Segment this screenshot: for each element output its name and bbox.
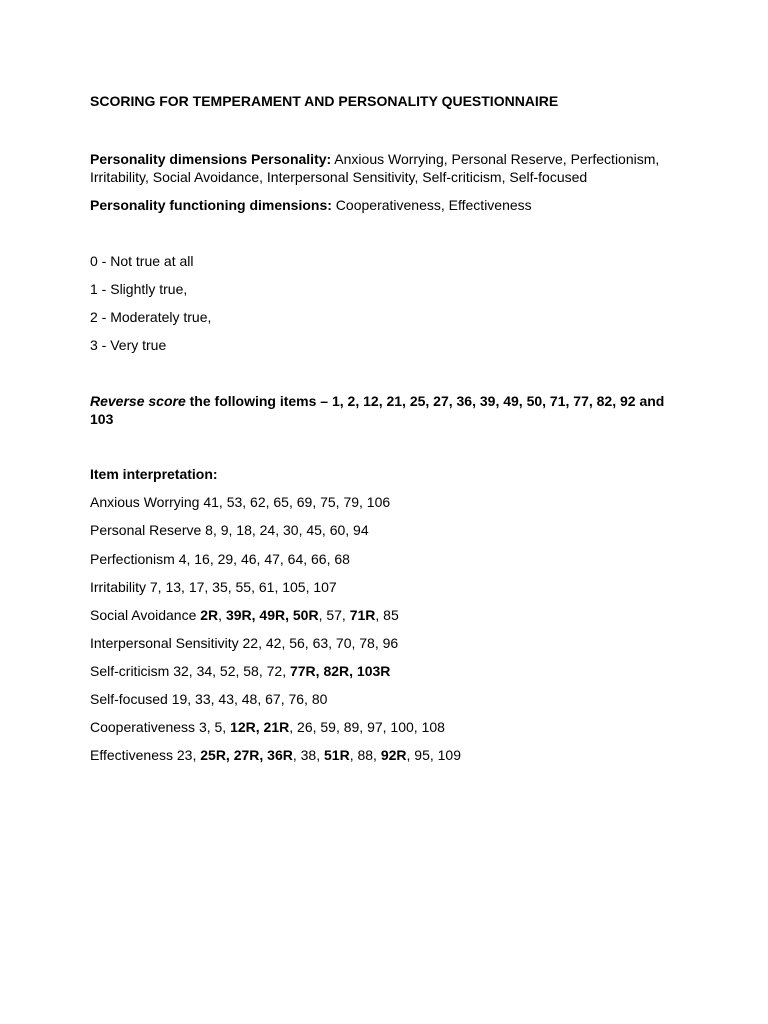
item-irritability: Irritability 7, 13, 17, 35, 55, 61, 105, 107 (90, 579, 337, 595)
scale-item-3: 3 - Very true (90, 337, 167, 353)
reverse-score-line-1 (90, 392, 670, 410)
item-effectiveness (90, 746, 670, 764)
text-part: , 95, 109 (406, 747, 462, 763)
scale-item-2: 2 - Moderately true, (90, 309, 212, 325)
dimensions-text-1: Anxious Worrying, Personal Reserve, Perfectionism, (331, 151, 660, 167)
scale-item-1: 1 - Slightly true, (90, 281, 188, 297)
scale-item-0: 0 - Not true at all (90, 253, 194, 269)
functioning-line (90, 196, 670, 214)
reverse-score-text: the following items – 1, 2, 12, 21, 25, 27, 36, 39, 49, 50, 71, 77, 82, 92 and (185, 393, 665, 409)
reverse-item: 51R (324, 747, 350, 763)
item-self-focused: Self-focused 19, 33, 43, 48, 67, 76, 80 (90, 691, 328, 707)
text-part: , 57, (318, 607, 350, 623)
reverse-item: 2R (200, 607, 219, 623)
text-part: Social Avoidance (90, 607, 201, 623)
text-part: Cooperativeness 3, 5, (90, 719, 231, 735)
reverse-score-line-2: 103 (90, 411, 114, 427)
item-interpersonal-sensitivity: Interpersonal Sensitivity 22, 42, 56, 63, 70, 78, 96 (90, 635, 399, 651)
item-social-avoidance (90, 606, 670, 624)
functioning-label: Personality functioning dimensions: (90, 197, 332, 213)
dimensions-line-2: Irritability, Social Avoidance, Interpersonal Sensitivity, Self-criticism, Self-focused (90, 169, 588, 185)
item-anxious-worrying: Anxious Worrying 41, 53, 62, 65, 69, 75, 79, 106 (90, 494, 391, 510)
reverse-score-italic: Reverse score (90, 393, 186, 409)
text-part: , 26, 59, 89, 97, 100, 108 (289, 719, 445, 735)
text-part: , (218, 607, 226, 623)
reverse-item: 77R, 82R, 103R (289, 663, 391, 679)
dimensions-line-1 (90, 150, 670, 168)
text-part: , 38, (292, 747, 324, 763)
reverse-item: 92R (380, 747, 407, 763)
text-part: Self-criticism 32, 34, 52, 58, 72, (90, 663, 290, 679)
reverse-item: 71R (349, 607, 376, 623)
text-part: , 88, (349, 747, 381, 763)
document-title: SCORING FOR TEMPERAMENT AND PERSONALITY QUESTIONNAIRE (90, 93, 559, 109)
functioning-text: Cooperativeness, Effectiveness (331, 197, 532, 213)
item-perfectionism: Perfectionism 4, 16, 29, 46, 47, 64, 66, 68 (90, 551, 350, 567)
dimensions-label: Personality dimensions Personality: (90, 151, 332, 167)
text-part: , 85 (375, 607, 399, 623)
item-self-criticism (90, 662, 670, 680)
item-personal-reserve: Personal Reserve 8, 9, 18, 24, 30, 45, 60, 94 (90, 522, 369, 538)
item-cooperativeness (90, 718, 670, 736)
interpretation-heading: Item interpretation: (90, 466, 218, 482)
text-part: Effectiveness 23, (90, 747, 201, 763)
reverse-item: 12R, 21R (230, 719, 290, 735)
reverse-item: 39R, 49R, 50R (225, 607, 319, 623)
reverse-item: 25R, 27R, 36R (200, 747, 293, 763)
